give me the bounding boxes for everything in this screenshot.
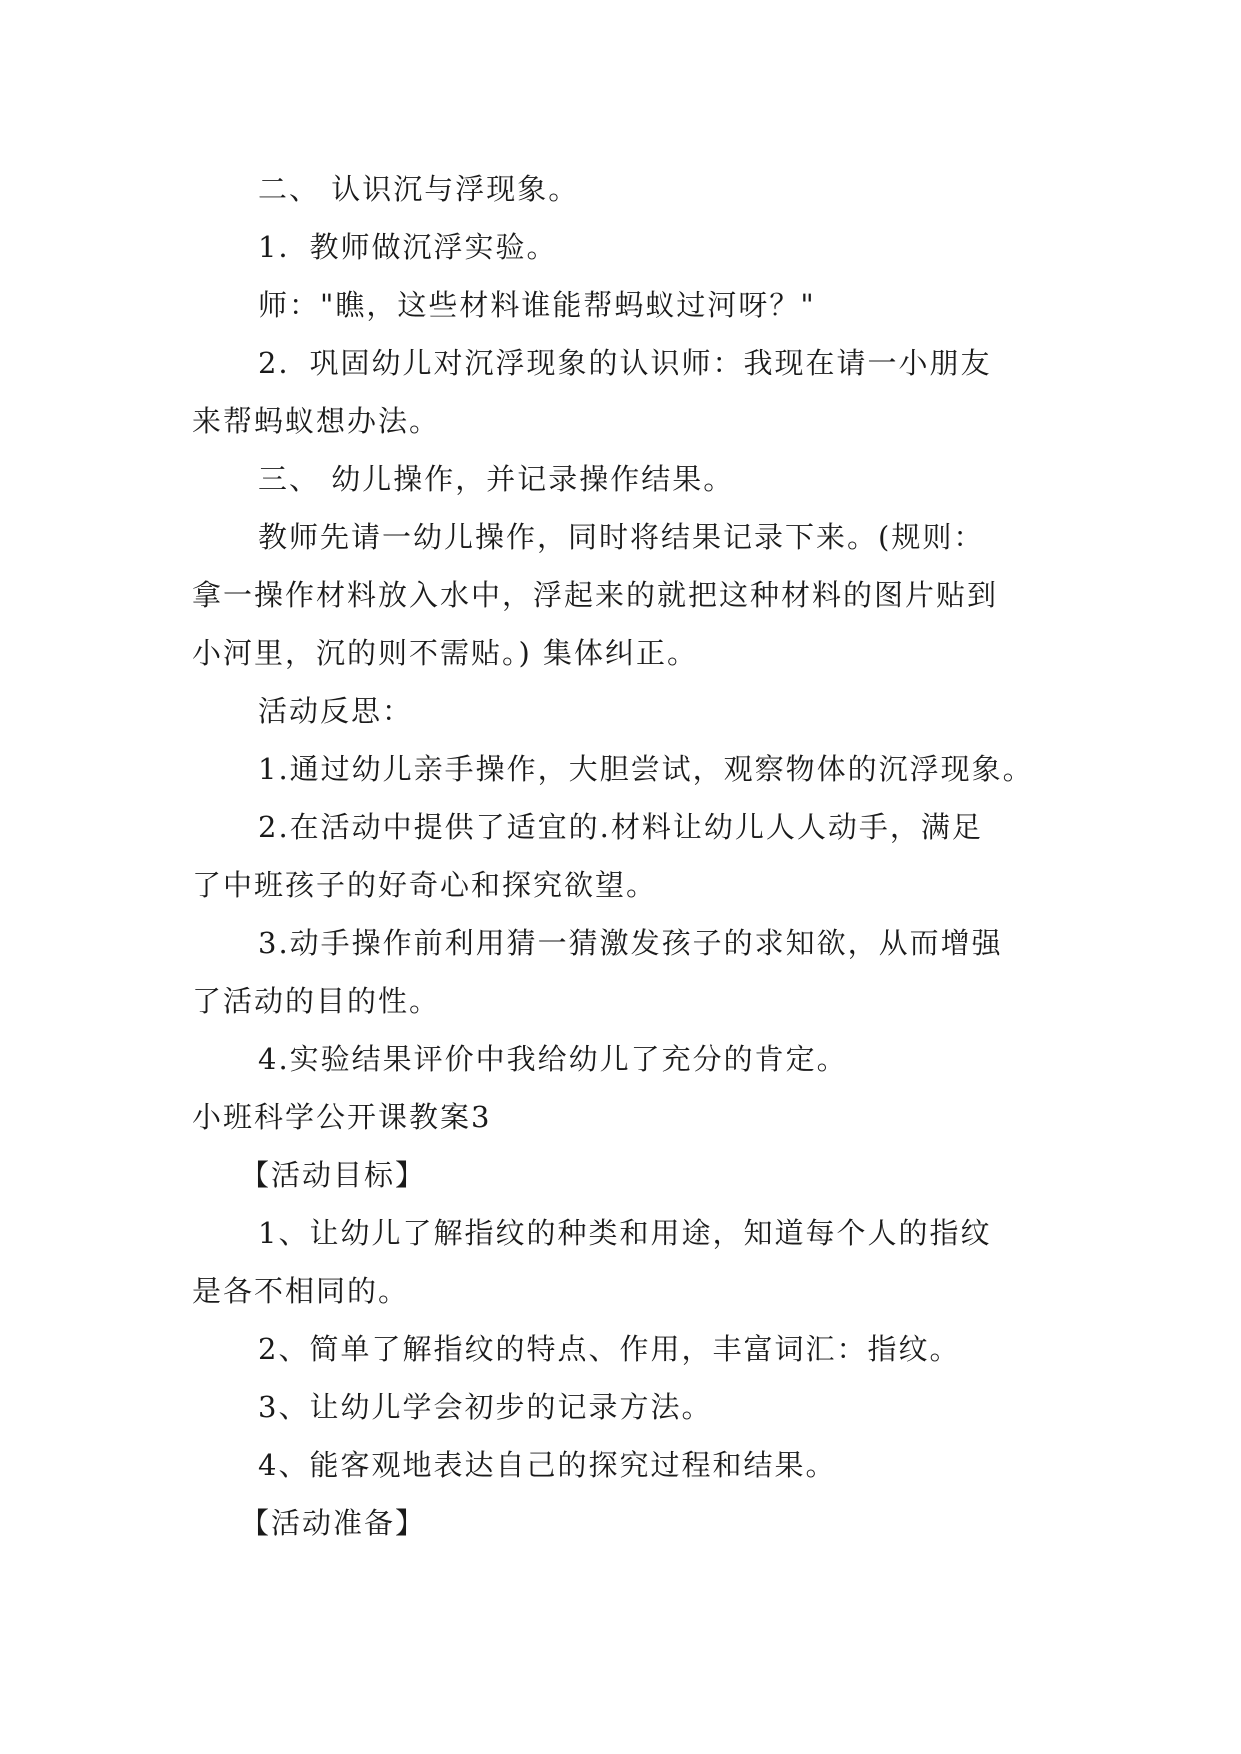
paragraph-line: 4.实验结果评价中我给幼儿了充分的肯定。: [258, 1042, 848, 1076]
lesson-plan-title: 小班科学公开课教案3: [192, 1100, 492, 1134]
document-body: [192, 160, 1072, 1552]
section-heading-three: 三、 幼儿操作，并记录操作结果。: [258, 462, 735, 496]
paragraph-line: 3、让幼儿学会初步的记录方法。: [258, 1390, 713, 1424]
paragraph-line: 1.通过幼儿亲手操作，大胆尝试，观察物体的沉浮现象。: [258, 752, 1034, 786]
paragraph-line: 了中班孩子的好奇心和探究欲望。: [192, 868, 658, 902]
paragraph-line: 1．教师做沉浮实验。: [258, 230, 558, 264]
paragraph-line: 拿一操作材料放入水中，浮起来的就把这种材料的图片贴到: [192, 578, 999, 612]
paragraph-line: 了活动的目的性。: [192, 984, 441, 1018]
activity-preparation-heading: 【活动准备】: [240, 1506, 427, 1540]
paragraph-line: 1、让幼儿了解指纹的种类和用途，知道每个人的指纹: [258, 1216, 992, 1250]
paragraph-line: 来帮蚂蚁想办法。: [192, 404, 441, 438]
paragraph-line: 2.在活动中提供了适宜的.材料让幼儿人人动手，满足: [258, 810, 983, 844]
activity-goals-heading: 【活动目标】: [240, 1158, 427, 1192]
reflection-heading: 活动反思：: [258, 694, 414, 728]
paragraph-line: 师："瞧，这些材料谁能帮蚂蚁过河呀？": [258, 288, 816, 322]
paragraph-line: 2、简单了解指纹的特点、作用，丰富词汇：指纹。: [258, 1332, 961, 1366]
section-heading-two: 二、 认识沉与浮现象。: [258, 172, 580, 206]
paragraph-line: 是各不相同的。: [192, 1274, 410, 1308]
paragraph-line: 3.动手操作前利用猜一猜激发孩子的求知欲，从而增强: [258, 926, 1003, 960]
paragraph-line: 2．巩固幼儿对沉浮现象的认识师：我现在请一小朋友: [258, 346, 992, 380]
paragraph-line: 4、能客观地表达自己的探究过程和结果。: [258, 1448, 837, 1482]
paragraph-line: 教师先请一幼儿操作，同时将结果记录下来。(规则：: [258, 520, 985, 554]
paragraph-line: 小河里，沉的则不需贴。) 集体纠正。: [192, 636, 699, 670]
